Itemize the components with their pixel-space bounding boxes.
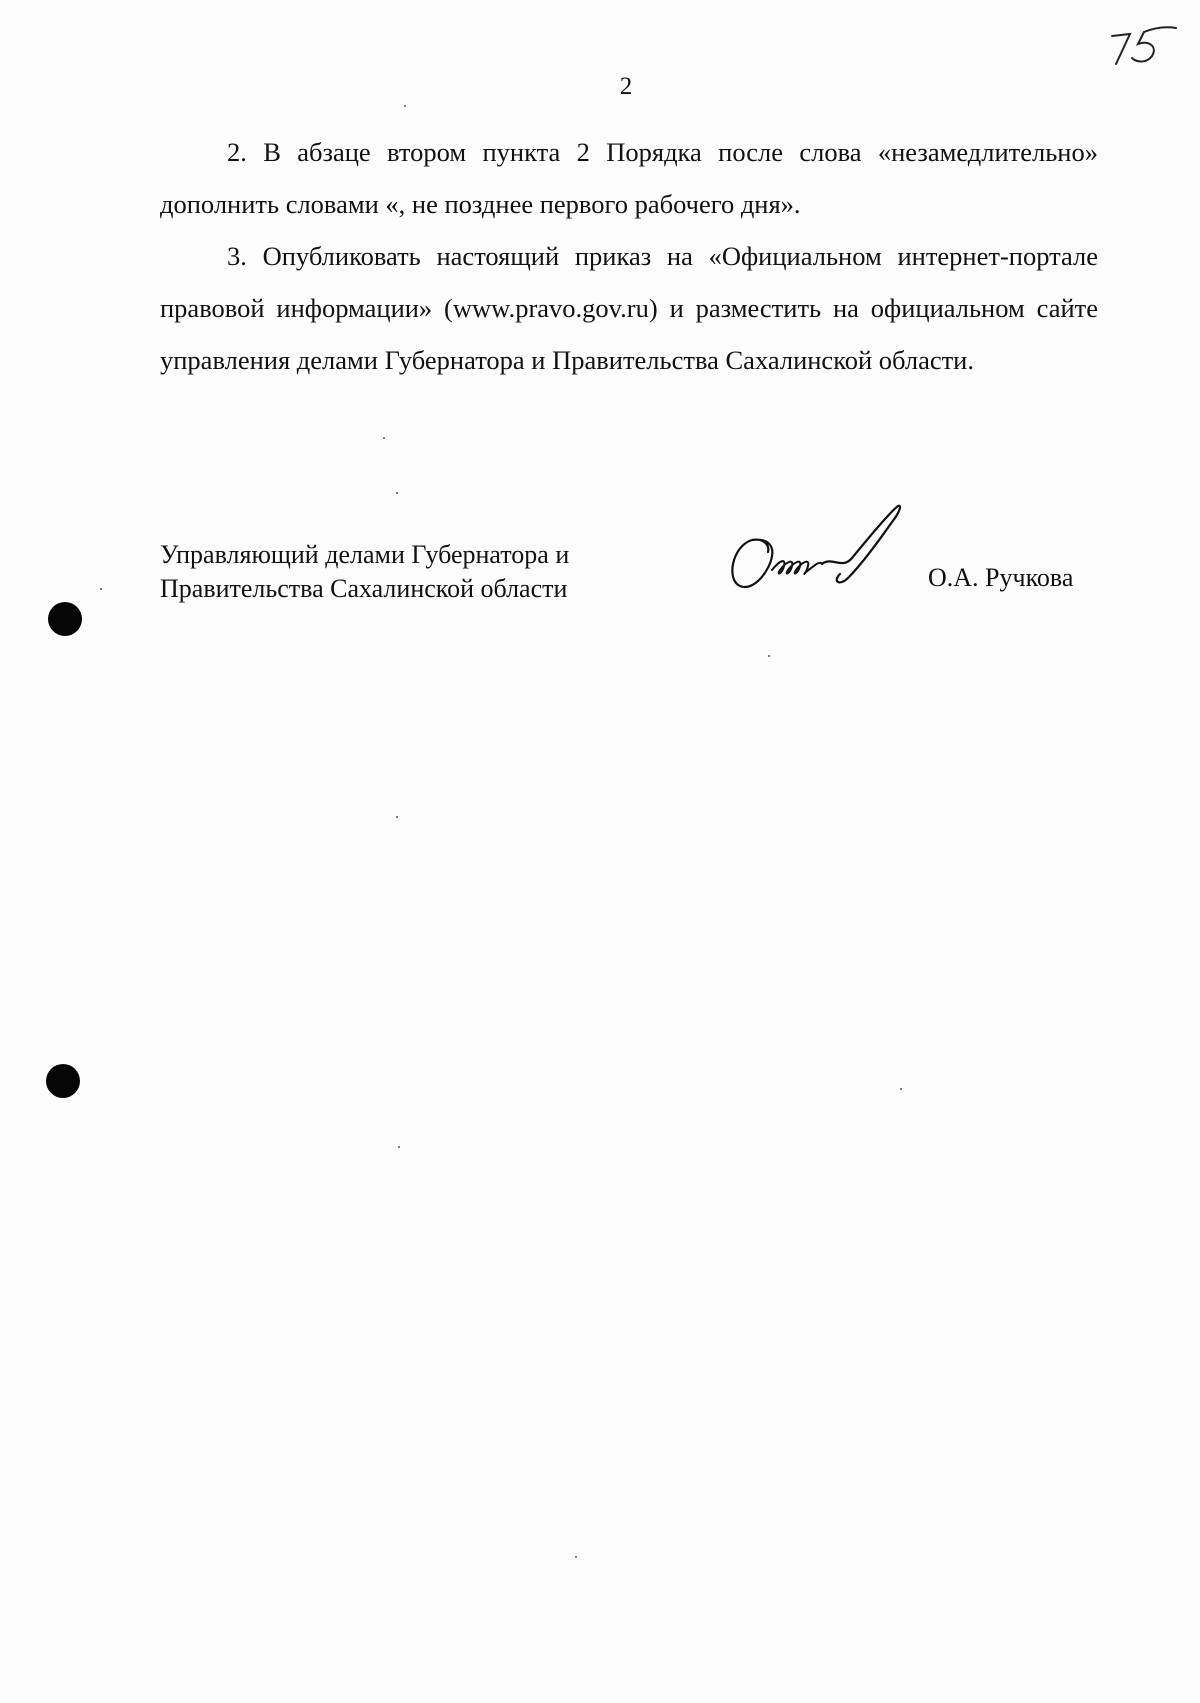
punch-hole-top <box>48 602 82 636</box>
paragraph-item-3: 3. Опубликовать настоящий приказ на «Официальном интернет-портале правовой информации» (www.pravo.gov.ru) и разместить на официальном сайте управления делами Губернатора и Правительства Сахалинской области. <box>160 241 1098 375</box>
scan-speck <box>100 588 102 590</box>
page-number: 2 <box>619 73 633 100</box>
paragraph-item-2: 2. В абзаце втором пункта 2 Порядка после слова «незамедлительно» дополнить словами «, не позднее первого рабочего дня». <box>160 137 1098 219</box>
scan-speck <box>396 816 398 818</box>
handwritten-sheet-number <box>1100 22 1180 72</box>
scan-speck <box>404 105 406 107</box>
scan-speck <box>768 655 770 657</box>
scan-speck <box>575 1556 577 1558</box>
scan-speck <box>396 492 398 494</box>
scan-speck <box>900 1088 902 1090</box>
signatory-title-line-2: Правительства Сахалинской области <box>160 574 568 603</box>
scan-speck <box>383 437 385 439</box>
signatory-title-line-1: Управляющий делами Губернатора и <box>160 540 570 569</box>
signatory-title <box>160 538 569 606</box>
punch-hole-bottom <box>46 1064 80 1098</box>
signer-name: О.А. Ручкова <box>928 563 1074 592</box>
handwritten-signature <box>722 500 922 600</box>
order-body <box>160 126 1098 386</box>
scan-speck <box>398 1146 400 1148</box>
